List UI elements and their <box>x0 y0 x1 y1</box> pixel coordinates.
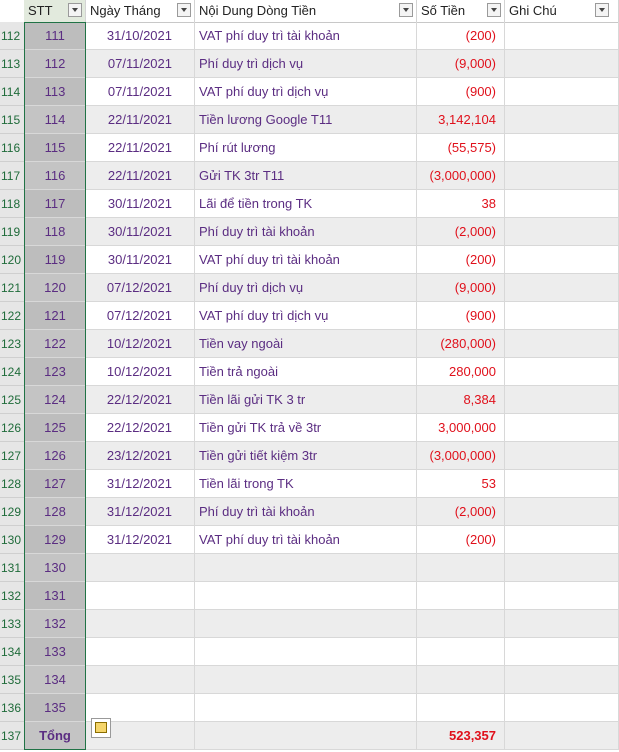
row-number[interactable]: 113 <box>0 50 24 78</box>
description-cell[interactable]: Phí duy trì tài khoản <box>195 498 417 525</box>
row-number[interactable]: 133 <box>0 610 24 638</box>
date-cell[interactable]: 10/12/2021 <box>86 358 195 385</box>
note-cell[interactable] <box>505 78 619 105</box>
stt-cell[interactable]: 118 <box>24 218 86 245</box>
stt-cell[interactable]: 112 <box>24 50 86 77</box>
note-cell[interactable] <box>505 330 619 357</box>
note-cell[interactable] <box>505 274 619 301</box>
header-amount[interactable] <box>417 0 505 22</box>
description-cell[interactable] <box>195 610 417 637</box>
stt-cell[interactable]: 132 <box>24 610 86 637</box>
stt-cell[interactable]: 117 <box>24 190 86 217</box>
description-cell[interactable]: Tiền lãi gửi TK 3 tr <box>195 386 417 413</box>
description-cell[interactable]: VAT phí duy trì tài khoản <box>195 526 417 553</box>
header-label: STT <box>28 3 53 18</box>
stt-cell[interactable]: 124 <box>24 386 86 413</box>
stt-cell[interactable]: 127 <box>24 470 86 497</box>
filter-dropdown-icon[interactable] <box>487 3 501 17</box>
row-number[interactable]: 117 <box>0 162 24 190</box>
stt-cell[interactable]: 133 <box>24 638 86 665</box>
description-cell[interactable]: Tiền gửi tiết kiệm 3tr <box>195 442 417 469</box>
amount-cell[interactable] <box>417 554 505 581</box>
table-row <box>24 50 619 78</box>
date-cell[interactable]: 22/12/2021 <box>86 386 195 413</box>
description-cell[interactable]: Phí duy trì tài khoản <box>195 218 417 245</box>
date-cell[interactable]: 07/11/2021 <box>86 50 195 77</box>
table-row <box>24 442 619 470</box>
note-cell[interactable] <box>505 722 619 749</box>
date-cell[interactable]: 30/11/2021 <box>86 190 195 217</box>
description-cell[interactable]: VAT phí duy trì tài khoản <box>195 22 417 49</box>
stt-cell[interactable]: 111 <box>24 22 86 49</box>
amount-cell[interactable]: (2,000) <box>417 218 505 245</box>
description-cell[interactable] <box>195 722 417 749</box>
stt-cell[interactable]: 134 <box>24 666 86 693</box>
amount-cell[interactable] <box>417 610 505 637</box>
quick-analysis-icon[interactable] <box>91 718 111 738</box>
table-row <box>24 190 619 218</box>
table-row <box>24 78 619 106</box>
note-cell[interactable] <box>505 106 619 133</box>
date-cell[interactable]: 31/12/2021 <box>86 498 195 525</box>
row-number[interactable]: 125 <box>0 386 24 414</box>
amount-cell[interactable]: (9,000) <box>417 50 505 77</box>
filter-dropdown-icon[interactable] <box>595 3 609 17</box>
date-cell[interactable]: 07/12/2021 <box>86 274 195 301</box>
header-label: Ngày Tháng <box>90 3 161 18</box>
description-cell[interactable] <box>195 582 417 609</box>
description-cell[interactable]: Gửi TK 3tr T11 <box>195 162 417 189</box>
filter-dropdown-icon[interactable] <box>177 3 191 17</box>
date-cell[interactable]: 10/12/2021 <box>86 330 195 357</box>
date-cell[interactable]: 07/12/2021 <box>86 302 195 329</box>
stt-cell[interactable]: 115 <box>24 134 86 161</box>
note-cell[interactable] <box>505 582 619 609</box>
description-cell[interactable]: VAT phí duy trì dịch vụ <box>195 78 417 105</box>
amount-cell[interactable]: (55,575) <box>417 134 505 161</box>
row-number[interactable]: 127 <box>0 442 24 470</box>
row-number[interactable]: 136 <box>0 694 24 722</box>
table-row <box>24 554 619 582</box>
table-row <box>24 610 619 638</box>
row-number[interactable]: 131 <box>0 554 24 582</box>
row-number[interactable]: 137 <box>0 722 24 750</box>
table-row <box>24 414 619 442</box>
date-cell[interactable]: 31/10/2021 <box>86 22 195 49</box>
description-cell[interactable] <box>195 638 417 665</box>
date-cell[interactable] <box>86 666 195 693</box>
header-label: Số Tiền <box>421 3 466 18</box>
row-number[interactable]: 115 <box>0 106 24 134</box>
header-date[interactable] <box>86 0 195 22</box>
table-row <box>24 274 619 302</box>
table-row <box>24 22 619 50</box>
amount-cell[interactable]: 3,000,000 <box>417 414 505 441</box>
description-cell[interactable]: VAT phí duy trì tài khoản <box>195 246 417 273</box>
row-number[interactable]: 132 <box>0 582 24 610</box>
table-row <box>24 582 619 610</box>
date-cell[interactable]: 22/11/2021 <box>86 134 195 161</box>
table-row <box>24 694 619 722</box>
amount-cell[interactable]: 280,000 <box>417 358 505 385</box>
header-description[interactable] <box>195 0 417 22</box>
description-cell[interactable]: VAT phí duy trì dịch vụ <box>195 302 417 329</box>
stt-cell[interactable]: 129 <box>24 526 86 553</box>
date-cell[interactable]: 30/11/2021 <box>86 218 195 245</box>
description-cell[interactable] <box>195 554 417 581</box>
amount-cell[interactable]: (9,000) <box>417 274 505 301</box>
note-cell[interactable] <box>505 442 619 469</box>
table-row <box>24 106 619 134</box>
description-cell[interactable]: Tiền gửi TK trả về 3tr <box>195 414 417 441</box>
amount-cell[interactable] <box>417 694 505 721</box>
note-cell[interactable] <box>505 414 619 441</box>
total-label[interactable]: Tổng <box>24 722 86 749</box>
date-cell[interactable] <box>86 638 195 665</box>
amount-cell[interactable]: (2,000) <box>417 498 505 525</box>
note-cell[interactable] <box>505 358 619 385</box>
note-cell[interactable] <box>505 498 619 525</box>
header-label: Ghi Chú <box>509 3 557 18</box>
description-cell[interactable]: Tiền lãi trong TK <box>195 470 417 497</box>
row-number[interactable]: 123 <box>0 330 24 358</box>
table-row <box>24 134 619 162</box>
date-cell[interactable]: 23/12/2021 <box>86 442 195 469</box>
table-row <box>24 498 619 526</box>
table-row <box>24 218 619 246</box>
date-cell[interactable] <box>86 610 195 637</box>
description-cell[interactable]: Phí rút lương <box>195 134 417 161</box>
stt-cell[interactable]: 114 <box>24 106 86 133</box>
row-number[interactable]: 128 <box>0 470 24 498</box>
filter-dropdown-icon[interactable] <box>68 3 82 17</box>
note-cell[interactable] <box>505 554 619 581</box>
table-row <box>24 470 619 498</box>
row-number[interactable]: 112 <box>0 22 24 50</box>
note-cell[interactable] <box>505 246 619 273</box>
description-cell[interactable]: Tiền trả ngoài <box>195 358 417 385</box>
amount-cell[interactable]: (3,000,000) <box>417 442 505 469</box>
description-cell[interactable] <box>195 694 417 721</box>
table-header-row <box>0 0 619 23</box>
date-cell[interactable]: 31/12/2021 <box>86 526 195 553</box>
row-number[interactable]: 122 <box>0 302 24 330</box>
description-cell[interactable]: Phí duy trì dịch vụ <box>195 274 417 301</box>
amount-cell[interactable]: (200) <box>417 526 505 553</box>
row-number[interactable]: 114 <box>0 78 24 106</box>
stt-cell[interactable]: 120 <box>24 274 86 301</box>
row-number[interactable]: 119 <box>0 218 24 246</box>
table-row <box>24 246 619 274</box>
description-cell[interactable]: Tiền vay ngoài <box>195 330 417 357</box>
note-cell[interactable] <box>505 218 619 245</box>
note-cell[interactable] <box>505 302 619 329</box>
date-cell[interactable]: 31/12/2021 <box>86 470 195 497</box>
stt-cell[interactable]: 113 <box>24 78 86 105</box>
amount-cell[interactable] <box>417 582 505 609</box>
amount-cell[interactable] <box>417 666 505 693</box>
stt-cell[interactable]: 135 <box>24 694 86 721</box>
date-cell[interactable]: 22/12/2021 <box>86 414 195 441</box>
amount-cell[interactable]: 38 <box>417 190 505 217</box>
note-cell[interactable] <box>505 526 619 553</box>
table-row <box>24 162 619 190</box>
header-stt[interactable] <box>24 0 86 22</box>
stt-cell[interactable]: 128 <box>24 498 86 525</box>
header-label: Nội Dung Dòng Tiền <box>199 3 317 18</box>
amount-cell[interactable]: (3,000,000) <box>417 162 505 189</box>
note-cell[interactable] <box>505 694 619 721</box>
table-row <box>24 666 619 694</box>
table-row <box>24 386 619 414</box>
row-number[interactable]: 116 <box>0 134 24 162</box>
date-cell[interactable]: 22/11/2021 <box>86 106 195 133</box>
row-number[interactable]: 129 <box>0 498 24 526</box>
description-cell[interactable] <box>195 666 417 693</box>
date-cell[interactable]: 30/11/2021 <box>86 246 195 273</box>
date-cell[interactable]: 22/11/2021 <box>86 162 195 189</box>
amount-cell[interactable]: 523,357 <box>417 722 505 749</box>
amount-cell[interactable]: (280,000) <box>417 330 505 357</box>
note-cell[interactable] <box>505 386 619 413</box>
amount-cell[interactable]: (900) <box>417 302 505 329</box>
date-cell[interactable] <box>86 582 195 609</box>
note-cell[interactable] <box>505 470 619 497</box>
note-cell[interactable] <box>505 190 619 217</box>
table-row <box>24 302 619 330</box>
stt-cell[interactable]: 130 <box>24 554 86 581</box>
amount-cell[interactable]: 53 <box>417 470 505 497</box>
note-cell[interactable] <box>505 22 619 49</box>
date-cell[interactable]: 07/11/2021 <box>86 78 195 105</box>
stt-cell[interactable]: 121 <box>24 302 86 329</box>
table-row <box>24 330 619 358</box>
note-cell[interactable] <box>505 134 619 161</box>
amount-cell[interactable]: 8,384 <box>417 386 505 413</box>
stt-cell[interactable]: 119 <box>24 246 86 273</box>
description-cell[interactable]: Tiền lương Google T11 <box>195 106 417 133</box>
row-number[interactable]: 126 <box>0 414 24 442</box>
row-number[interactable]: 121 <box>0 274 24 302</box>
stt-cell[interactable]: 122 <box>24 330 86 357</box>
row-number[interactable]: 134 <box>0 638 24 666</box>
filter-dropdown-icon[interactable] <box>399 3 413 17</box>
table-row <box>24 358 619 386</box>
row-number[interactable]: 120 <box>0 246 24 274</box>
row-number[interactable]: 124 <box>0 358 24 386</box>
note-cell[interactable] <box>505 162 619 189</box>
stt-cell[interactable]: 123 <box>24 358 86 385</box>
note-cell[interactable] <box>505 50 619 77</box>
amount-cell[interactable]: 3,142,104 <box>417 106 505 133</box>
header-note[interactable] <box>505 0 619 22</box>
stt-cell[interactable]: 126 <box>24 442 86 469</box>
row-number[interactable]: 130 <box>0 526 24 554</box>
date-cell[interactable] <box>86 554 195 581</box>
table-row <box>24 526 619 554</box>
description-cell[interactable]: Lãi để tiền trong TK <box>195 190 417 217</box>
amount-cell[interactable]: (900) <box>417 78 505 105</box>
note-cell[interactable] <box>505 666 619 693</box>
total-row <box>24 722 619 750</box>
amount-cell[interactable] <box>417 638 505 665</box>
stt-cell[interactable]: 116 <box>24 162 86 189</box>
stt-cell[interactable]: 131 <box>24 582 86 609</box>
date-cell[interactable] <box>86 694 195 721</box>
description-cell[interactable]: Phí duy trì dịch vụ <box>195 50 417 77</box>
amount-cell[interactable]: (200) <box>417 22 505 49</box>
stt-cell[interactable]: 125 <box>24 414 86 441</box>
note-cell[interactable] <box>505 610 619 637</box>
row-number[interactable]: 135 <box>0 666 24 694</box>
amount-cell[interactable]: (200) <box>417 246 505 273</box>
note-cell[interactable] <box>505 638 619 665</box>
row-number[interactable]: 118 <box>0 190 24 218</box>
table-row <box>24 638 619 666</box>
